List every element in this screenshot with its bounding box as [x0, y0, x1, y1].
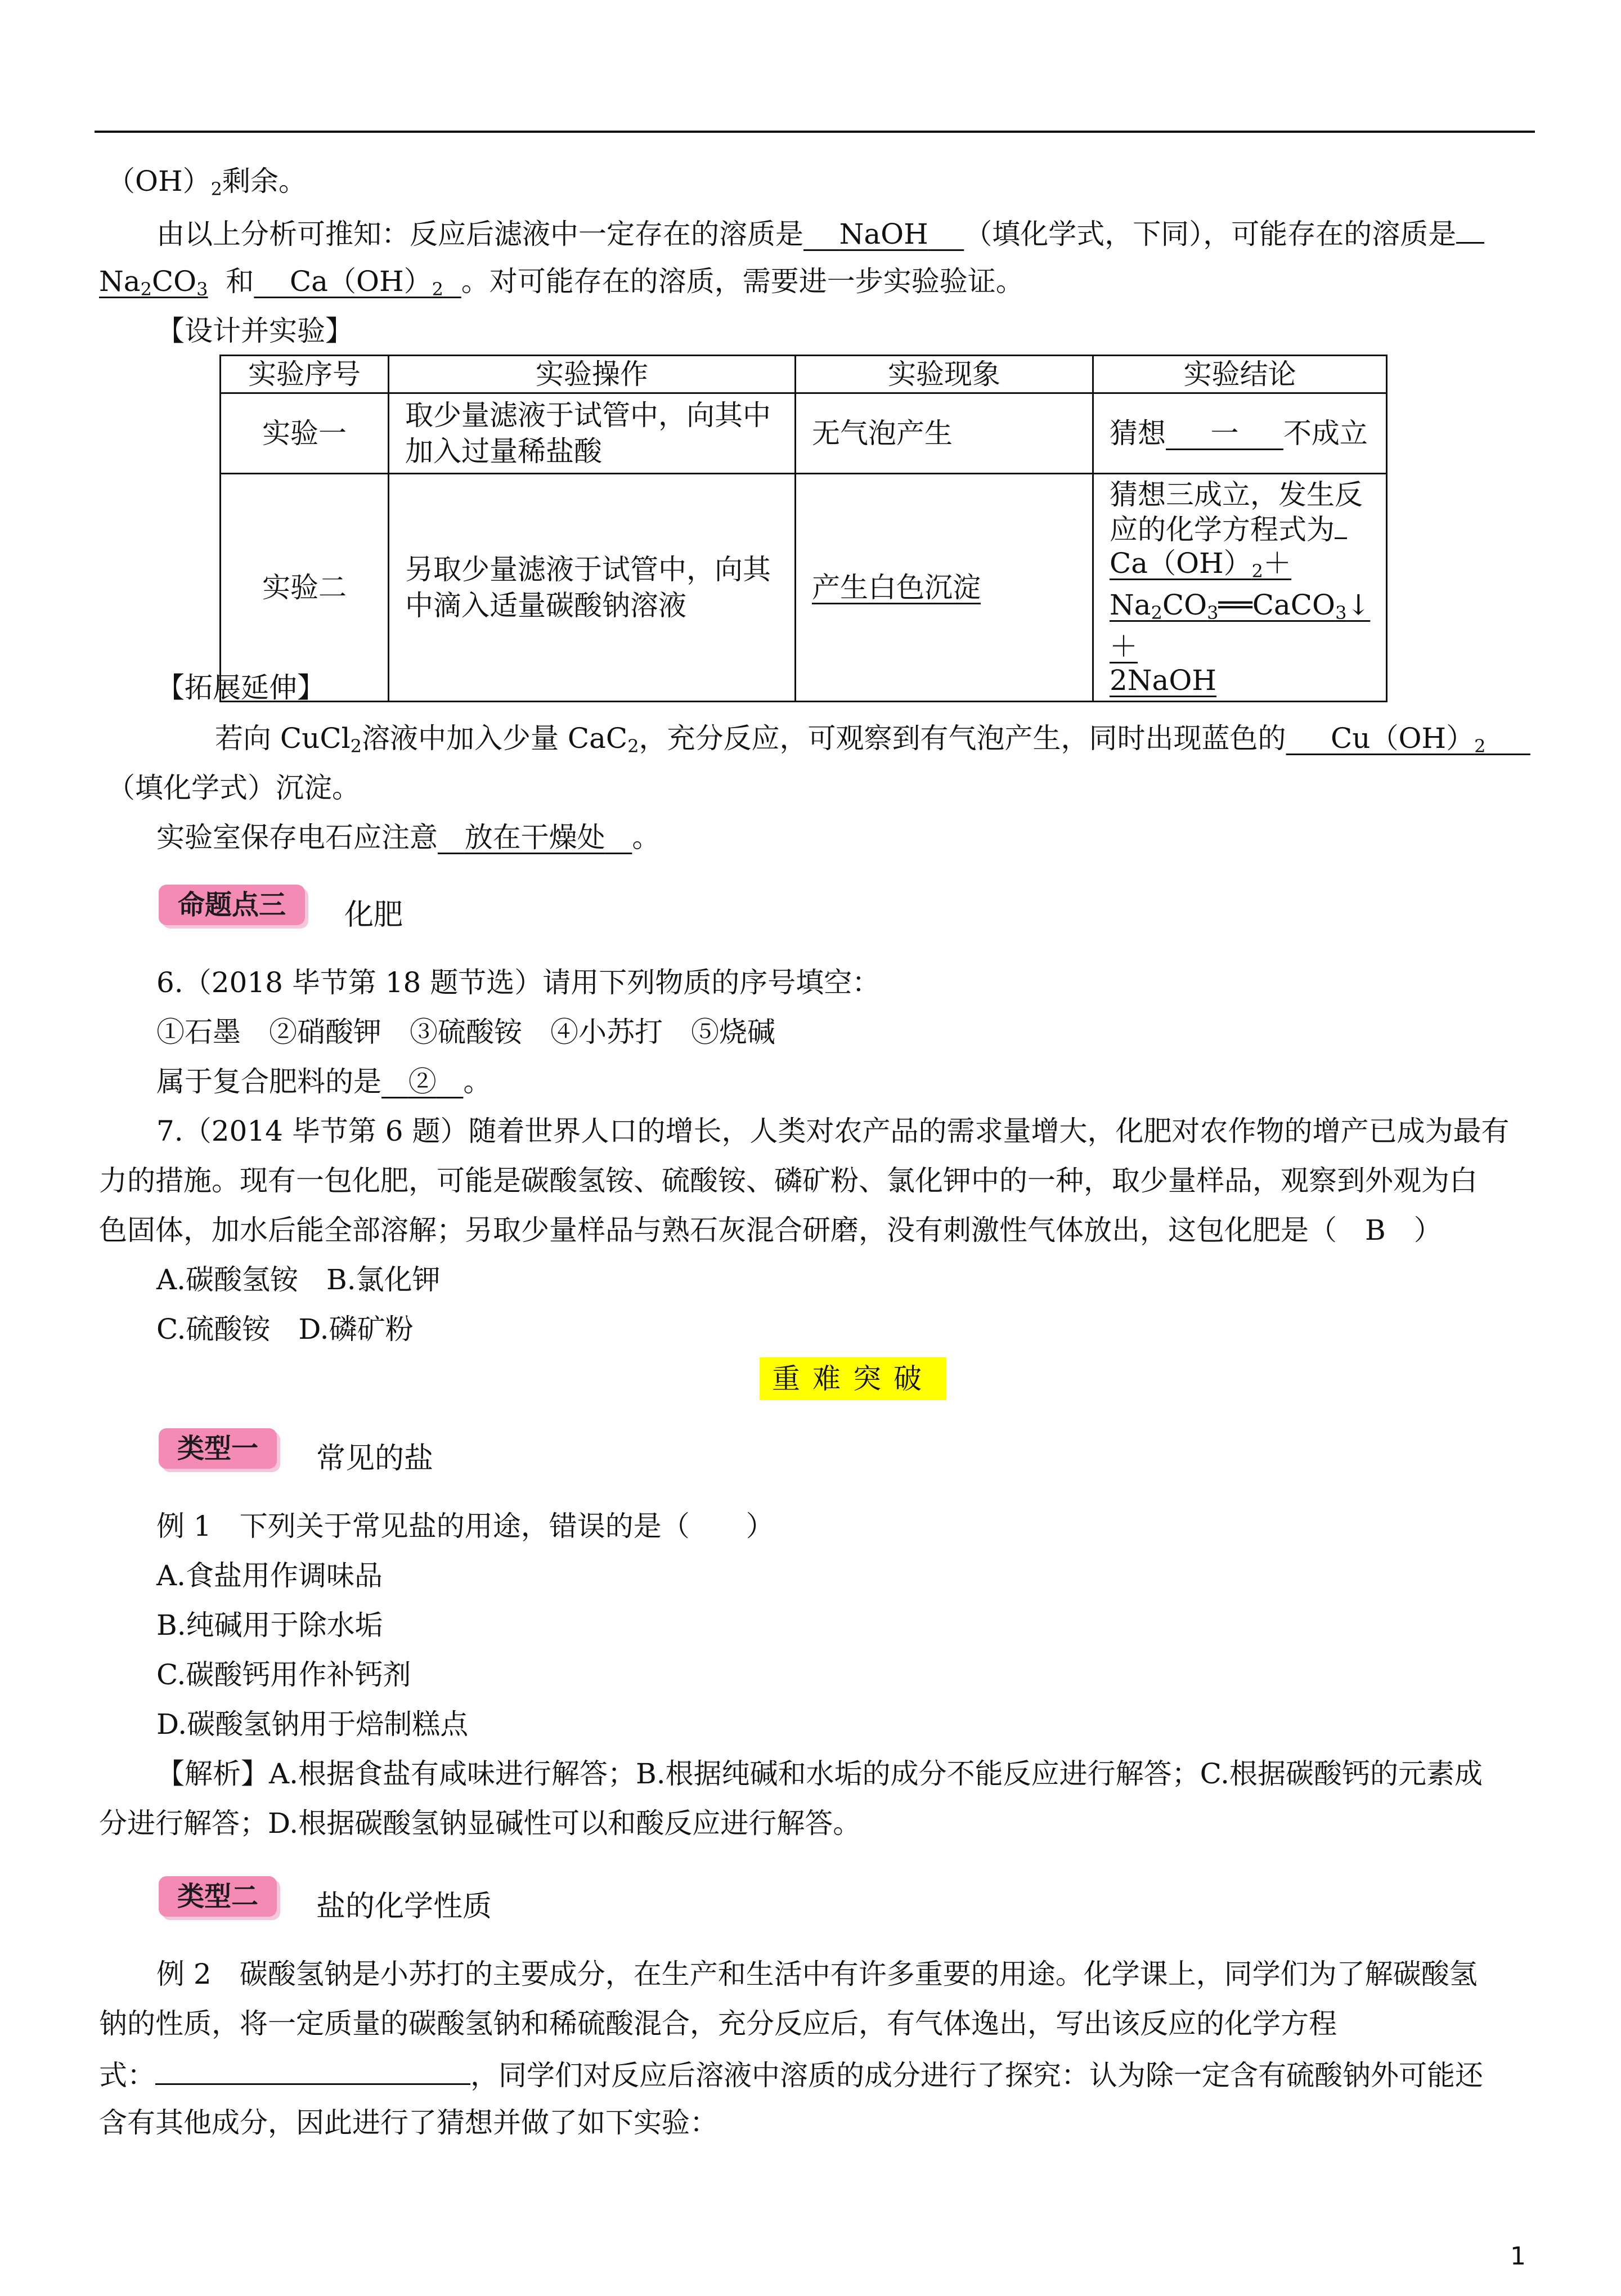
continuation-line: $(OH)_2$剩余。: [107, 165, 307, 200]
answer-storage: 放在干燥处: [464, 821, 605, 854]
question-7-options: C.硫酸铵 D.磷矿粉: [156, 1313, 414, 1346]
type-tag: 类型一: [159, 1428, 277, 1469]
phenomenon-cell: 无气泡产生: [796, 393, 1093, 474]
answer-blank: [155, 2055, 470, 2085]
example-1-option: B.纯碱用于除水垢: [156, 1609, 383, 1642]
analysis-text: 分进行解答；D.根据碳酸氢钠显碱性可以和酸反应进行解答。: [99, 1807, 861, 1840]
question-6-ask: 属于复合肥料的是 ② 。: [156, 1065, 492, 1098]
section-tag: 命题点三: [159, 885, 305, 925]
type-title: 盐的化学性质: [316, 1890, 492, 1923]
design-heading: 【设计并实验】: [156, 315, 353, 347]
storage-line: 实验室保存电石应注意 放在干燥处 。: [156, 821, 661, 854]
page-number: 1: [1510, 2242, 1526, 2271]
question-6-stem: 6.（2018 毕节第 18 题节选）请用下列物质的序号填空：: [156, 966, 881, 999]
analysis-line-2: $Na_2CO_3$ 和 $Ca(OH)_2$ 。对可能存在的溶质，需要进一步实验验证。: [99, 265, 1024, 300]
extension-heading: 【拓展延伸】: [156, 671, 325, 704]
table-header-row: [221, 356, 1387, 393]
question-7-options: A.碳酸氢铵 B.氯化钾: [156, 1263, 441, 1296]
experiment-table: [219, 355, 1387, 702]
question-7-line: 色固体，加水后能全部溶解；另取少量样品与熟石灰混合研磨，没有刺激性气体放出，这包化肥是（ B ）: [99, 1214, 1442, 1246]
header-cell: 实验序号: [221, 356, 389, 393]
answer-na2co3: $Na_2CO_3$: [99, 265, 208, 300]
extension-line-2: （填化学式）沉淀。: [107, 772, 360, 804]
example-2-line: 含有其他成分，因此进行了猜想并做了如下实验：: [99, 2106, 718, 2139]
phenomenon-cell: 产生白色沉淀: [796, 474, 1093, 702]
question-7-line: 7.（2014 毕节第 6 题）随着世界人口的增长，人类对农产品的需求量增大，化肥对农作物的增产已成为最有: [156, 1115, 1510, 1147]
example-1-stem: 例 1 下列关于常见盐的用途，错误的是（ ）: [156, 1510, 774, 1542]
table-row: [221, 393, 1387, 474]
row-label: 实验二: [221, 474, 389, 702]
example-1-option: D.碳酸氢钠用于焙制糕点: [156, 1708, 469, 1741]
example-1-option: A.食盐用作调味品: [156, 1559, 383, 1592]
example-1-option: C.碳酸钙用作补钙剂: [156, 1658, 411, 1691]
answer-caoh2: $Ca(OH)_2$: [289, 265, 443, 300]
operation-cell: 另取少量滤液于试管中，向其 中滴入适量碳酸钠溶液: [389, 474, 796, 702]
example-2-line: 式： ，同学们对反应后溶液中溶质的成分进行了探究：认为除一定含有硫酸钠外可能还: [99, 2055, 1483, 2093]
conclusion-cell: 猜想三成立，发生反 应的化学方程式为 $Ca(OH)_2+$ $Na_2CO_3══CaCO_3↓+$ 2NaOH: [1093, 474, 1387, 702]
operation-cell: 取少量滤液于试管中，向其中 加入过量稀盐酸: [389, 393, 796, 474]
header-cell: 实验现象: [796, 356, 1093, 393]
conclusion-cell: 猜想 一 不成立: [1093, 393, 1387, 474]
answer-cuoh2: $Cu(OH)_2$: [1331, 722, 1486, 757]
header-cell: 实验结论: [1093, 356, 1387, 393]
analysis-text: 【解析】A.根据食盐有咸味进行解答；B.根据纯碱和水垢的成分不能反应进行解答；C.根据碳酸钙的元素成: [156, 1757, 1483, 1790]
extension-line: 若向 CuCl$_2$溶液中加入少量 CaC$_2$，充分反应，可观察到有气泡产生，同时出现蓝色的 $Cu(OH)_2$: [215, 720, 1530, 764]
question-6-options: ①石墨 ②硝酸钾 ③硫酸铵 ④小苏打 ⑤烧碱: [156, 1016, 775, 1048]
answer-naoh: NaOH: [839, 218, 928, 250]
header-cell: 实验操作: [389, 356, 796, 393]
example-2-line: 钠的性质，将一定质量的碳酸氢钠和稀硫酸混合，充分反应后，有气体逸出，写出该反应的化学方程: [99, 2007, 1337, 2040]
analysis-line: 由以上分析可推知：反应后滤液中一定存在的溶质是 NaOH （填化学式，下同），可能存在的溶质是: [156, 214, 1484, 252]
row-label: 实验一: [221, 393, 389, 474]
type-title: 常见的盐: [316, 1442, 434, 1476]
section-title: 化肥: [344, 898, 403, 932]
question-7-line: 力的措施。现有一包化肥，可能是碳酸氢铵、硫酸铵、磷矿粉、氯化钾中的一种，取少量样品，观察到外观为白: [99, 1164, 1478, 1197]
section-banner: 重难突破: [760, 1357, 946, 1400]
header-rule: [95, 131, 1535, 133]
example-2-line: 例 2 碳酸氢钠是小苏打的主要成分，在生产和生活中有许多重要的用途。化学课上，同学们为了解碳酸氢: [156, 1958, 1478, 1990]
table-row: [221, 474, 1387, 702]
answer-q6: ②: [408, 1065, 437, 1098]
type-tag: 类型二: [159, 1876, 277, 1917]
